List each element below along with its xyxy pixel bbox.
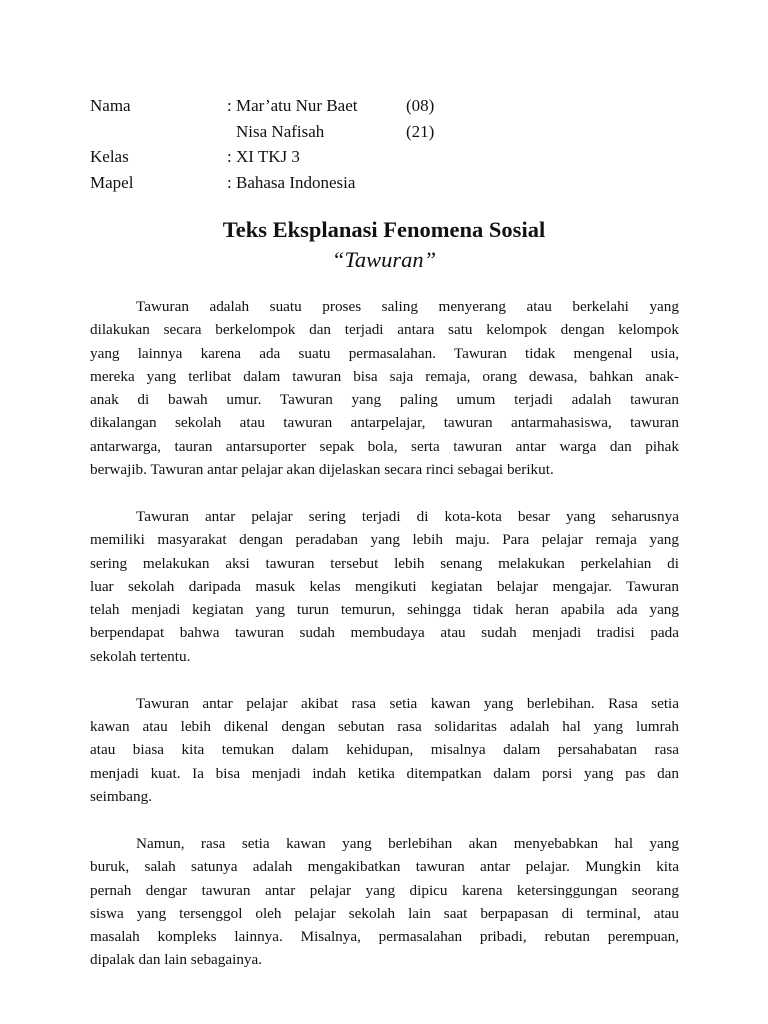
paragraph-line: telah menjadi kegiatan yang turun temurun, sehingga tidak heran apabila ada yang xyxy=(90,601,679,618)
header-separator: : xyxy=(227,96,232,115)
paragraph-line: anak di bawah umur. Tawuran yang paling umum terjadi adalah tawuran xyxy=(90,391,679,408)
header-value: Nisa Nafisah xyxy=(236,121,325,141)
document-body xyxy=(90,295,679,996)
header-label: Kelas xyxy=(90,147,129,166)
header-row-name xyxy=(90,93,434,119)
paragraph-line: memiliki masyarakat dengan peradaban yang lebih maju. Para pelajar remaja yang xyxy=(90,531,679,549)
header-value: Mar’atu Nur Baet xyxy=(236,96,358,115)
paragraph xyxy=(90,832,679,972)
paragraph-line: mereka yang terlibat dalam tawuran bisa saja remaja, orang dewasa, bahkan anak- xyxy=(90,367,679,385)
paragraph-line: luar sekolah daripada masuk kelas mengikuti kegiatan belajar mengajar. Tawuran xyxy=(90,577,679,595)
header-separator: : xyxy=(227,172,232,192)
header-label xyxy=(90,119,227,145)
paragraph-line: berwajib. Tawuran antar pelajar akan dijelaskan secara rinci sebagai berikut. xyxy=(90,460,554,478)
header-value: Bahasa Indonesia xyxy=(236,172,356,192)
paragraph-line: pernah dengar tawuran antar pelajar yang dipicu karena ketersinggungan seorang xyxy=(90,881,679,899)
header-separator xyxy=(227,119,236,145)
header-row-class xyxy=(90,144,434,170)
paragraph-line: menjadi kuat. Ia bisa menjadi indah ketika ditempatkan dalam porsi yang pas dan xyxy=(90,764,679,782)
paragraph-line: dikalangan sekolah atau tawuran antarpelajar, tawuran antarmahasiswa, tawuran xyxy=(90,414,679,432)
paragraph xyxy=(90,295,679,481)
paragraph xyxy=(90,692,679,808)
paragraph-line: masalah kompleks lainnya. Misalnya, permasalahan pribadi, rebutan perempuan, xyxy=(90,928,679,945)
paragraph-line: Tawuran antar pelajar sering terjadi di kota-kota besar yang seharusnya xyxy=(136,508,679,525)
header-number: (21) xyxy=(406,121,435,141)
document-title: Teks Eksplanasi Fenomena Sosial xyxy=(222,217,546,242)
header-row-subject xyxy=(90,170,434,196)
paragraph-line: buruk, salah satunya adalah mengakibatkan tawuran antar pelajar. Mungkin kita xyxy=(90,858,679,876)
paragraph-line: Tawuran adalah suatu proses saling menyerang atau berkelahi yang xyxy=(136,298,679,315)
header-label: Nama xyxy=(90,96,131,115)
header-row-name-2 xyxy=(90,119,434,145)
title-block xyxy=(0,215,768,275)
paragraph-line: sekolah tertentu. xyxy=(90,647,191,665)
paragraph-line: antarwarga, tauran antarsuporter sepak bola, serta tawuran antar warga dan pihak xyxy=(90,437,679,455)
paragraph-line: yang lainnya karena ada suatu permasalahan. Tawuran tidak mengenal usia, xyxy=(90,344,679,362)
header-separator: : xyxy=(227,147,232,166)
header-value: XI TKJ 3 xyxy=(236,147,300,166)
header-label: Mapel xyxy=(90,172,134,192)
document-subtitle: “Tawuran” xyxy=(331,247,437,272)
paragraph-line: atau biasa kita temukan dalam kehidupan, misalnya dalam persahabatan rasa xyxy=(90,741,679,759)
paragraph-line: dipalak dan lain sebagainya. xyxy=(90,951,263,969)
paragraph-line: dilakukan secara berkelompok dan terjadi antara satu kelompok dengan kelompok xyxy=(90,321,679,339)
header-number: (08) xyxy=(406,96,435,115)
paragraph-line: Namun, rasa setia kawan yang berlebihan akan menyebabkan hal yang xyxy=(136,835,679,852)
paragraph-line: kawan atau lebih dikenal dengan sebutan rasa solidaritas adalah hal yang lumrah xyxy=(90,718,679,735)
paragraph-line: Tawuran antar pelajar akibat rasa setia kawan yang berlebihan. Rasa setia xyxy=(136,694,679,712)
identity-header xyxy=(90,93,434,195)
paragraph xyxy=(90,505,679,668)
paragraph-line: sering melakukan aksi tawuran tersebut lebih senang melakukan perkelahian di xyxy=(90,554,679,572)
paragraph-line: seimbang. xyxy=(90,787,153,805)
paragraph-line: siswa yang tersenggol oleh pelajar sekolah lain saat berpapasan di terminal, atau xyxy=(90,904,679,922)
paragraph-line: berpendapat bahwa tawuran sudah membudaya atau sudah menjadi tradisi pada xyxy=(90,624,679,642)
